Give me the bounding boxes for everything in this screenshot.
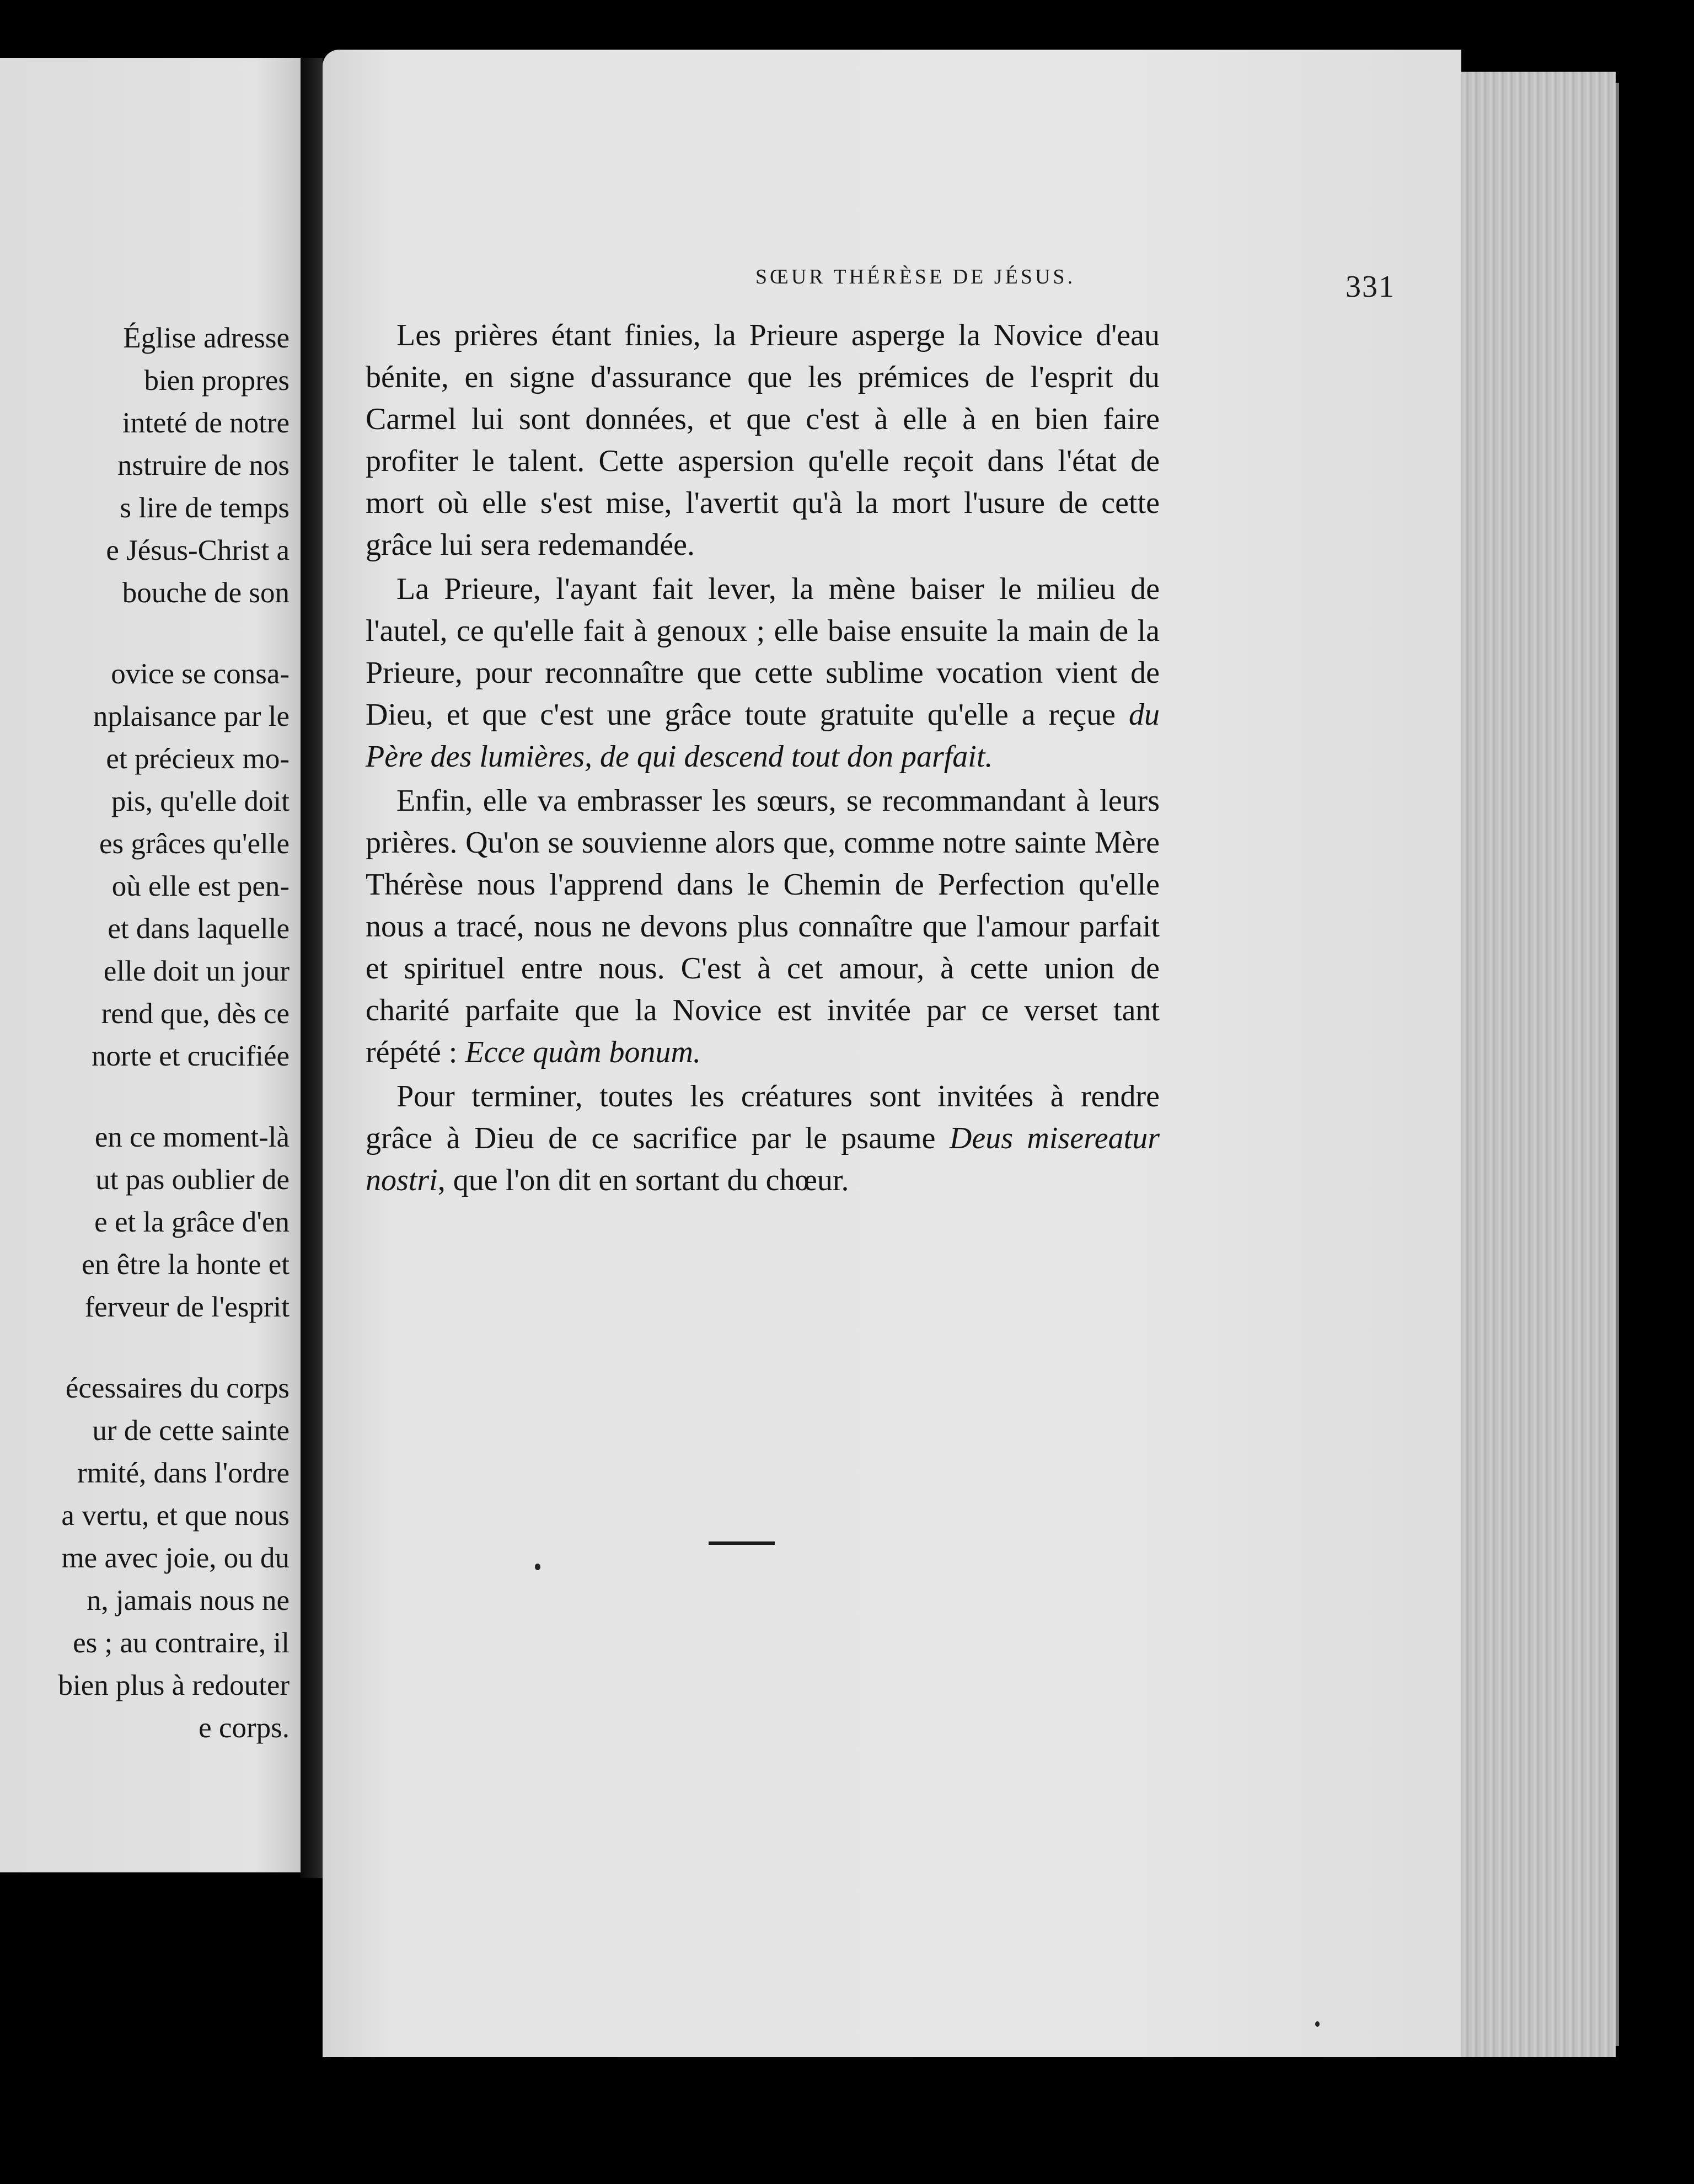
text-line: rend que, dès ce <box>101 998 290 1030</box>
ink-speck <box>535 1564 540 1570</box>
body-text <box>366 314 1160 1201</box>
text-line: Église adresse <box>123 322 290 354</box>
previous-page-text <box>0 317 290 1749</box>
text-line: a vertu, et que nous <box>61 1500 290 1532</box>
current-page <box>323 50 1461 2057</box>
section-end-rule <box>709 1541 775 1545</box>
text-line: et dans laquelle <box>108 913 290 945</box>
text-line: ovice se consa- <box>111 658 290 690</box>
text-line: bouche de son <box>122 577 290 609</box>
italic-quotation: Ecce quàm bonum. <box>465 1035 701 1069</box>
previous-page <box>0 58 301 1872</box>
paragraph <box>366 780 1160 1073</box>
paragraph-text: Enfin, elle va embrasser les sœurs, se recommandant à leurs prières. Qu'on se souvienne alors que, comme notre sainte Mère Thérèse nous l'apprend dans le Chemin de Perfection qu'elle nous a tracé, nous ne devons plus connaître que l'amour parfait et spirituel entre nous. C'est à cet amour, à cette union de charité parfaite que la Novice est invitée par ce verset tant répété : <box>366 784 1160 1069</box>
text-line: bien plus à redouter <box>58 1669 290 1701</box>
italic-quotation: du Père des lumières, de qui descend tout don parfait. <box>366 698 1160 774</box>
paragraph-text: Les prières étant finies, la Prieure asperge la Novice d'eau bénite, en signe d'assurance que les prémices de l'esprit du Carmel lui sont données, et que c'est à elle à en bien faire profiter le talent. Cette aspersion qu'elle reçoit dans l'état de mort où elle s'est mise, l'avertit qu'à la mort l'usure de cette grâce lui sera redemandée. <box>366 318 1160 562</box>
text-line: elle doit un jour <box>103 955 290 987</box>
book-gutter <box>301 58 323 1878</box>
text-line: où elle est pen- <box>111 870 290 902</box>
text-line: s lire de temps <box>120 492 290 524</box>
text-line: pis, qu'elle doit <box>111 785 290 817</box>
text-line: écessaires du corps <box>65 1372 290 1404</box>
paragraph-text-end: , que l'on dit en sortant du chœur. <box>437 1163 849 1197</box>
page-block-edge <box>1461 72 1616 2057</box>
page-number: 331 <box>1345 270 1395 304</box>
text-line: en ce moment-là <box>94 1121 290 1153</box>
running-title: SŒUR THÉRÈSE DE JÉSUS. <box>755 265 1076 288</box>
text-line: ferveur de l'esprit <box>84 1291 290 1323</box>
text-line: e Jésus-Christ a <box>106 534 290 566</box>
text-line: e corps. <box>199 1712 290 1744</box>
text-line: nstruire de nos <box>117 449 290 481</box>
page-block-shadow <box>1616 83 1619 2046</box>
text-line: ur de cette sainte <box>92 1415 290 1447</box>
paragraph <box>366 568 1160 778</box>
italic-quotation: Deus misereatur nostri <box>366 1121 1160 1197</box>
text-line: es grâces qu'elle <box>99 828 290 860</box>
paragraph-text: Pour terminer, toutes les créatures sont invitées à rendre grâce à Dieu de ce sacrifice par le psaume <box>366 1079 1160 1155</box>
text-line: rmité, dans l'ordre <box>77 1457 290 1489</box>
paragraph <box>366 314 1160 566</box>
text-line: n, jamais nous ne <box>87 1585 290 1616</box>
text-line: es ; au contraire, il <box>73 1627 290 1659</box>
text-line: bien propres <box>144 365 290 397</box>
text-line: ut pas oublier de <box>95 1164 290 1196</box>
text-line: en être la honte et <box>82 1249 290 1281</box>
paragraph-text: La Prieure, l'ayant fait lever, la mène baiser le milieu de l'autel, ce qu'elle fait à genoux ; elle baise ensuite la main de la Prieure, pour reconnaître que cette sublime vocation vient de Dieu, et que c'est une grâce toute gratuite qu'elle a reçue <box>366 572 1160 732</box>
text-line: me avec joie, ou du <box>61 1542 290 1574</box>
text-line: inteté de notre <box>122 407 290 439</box>
text-line: nplaisance par le <box>93 700 290 732</box>
text-line: norte et crucifiée <box>92 1040 290 1072</box>
text-line: et précieux mo- <box>106 743 290 775</box>
paragraph <box>366 1075 1160 1201</box>
text-line: e et la grâce d'en <box>94 1206 290 1238</box>
ink-speck <box>1315 2021 1320 2027</box>
